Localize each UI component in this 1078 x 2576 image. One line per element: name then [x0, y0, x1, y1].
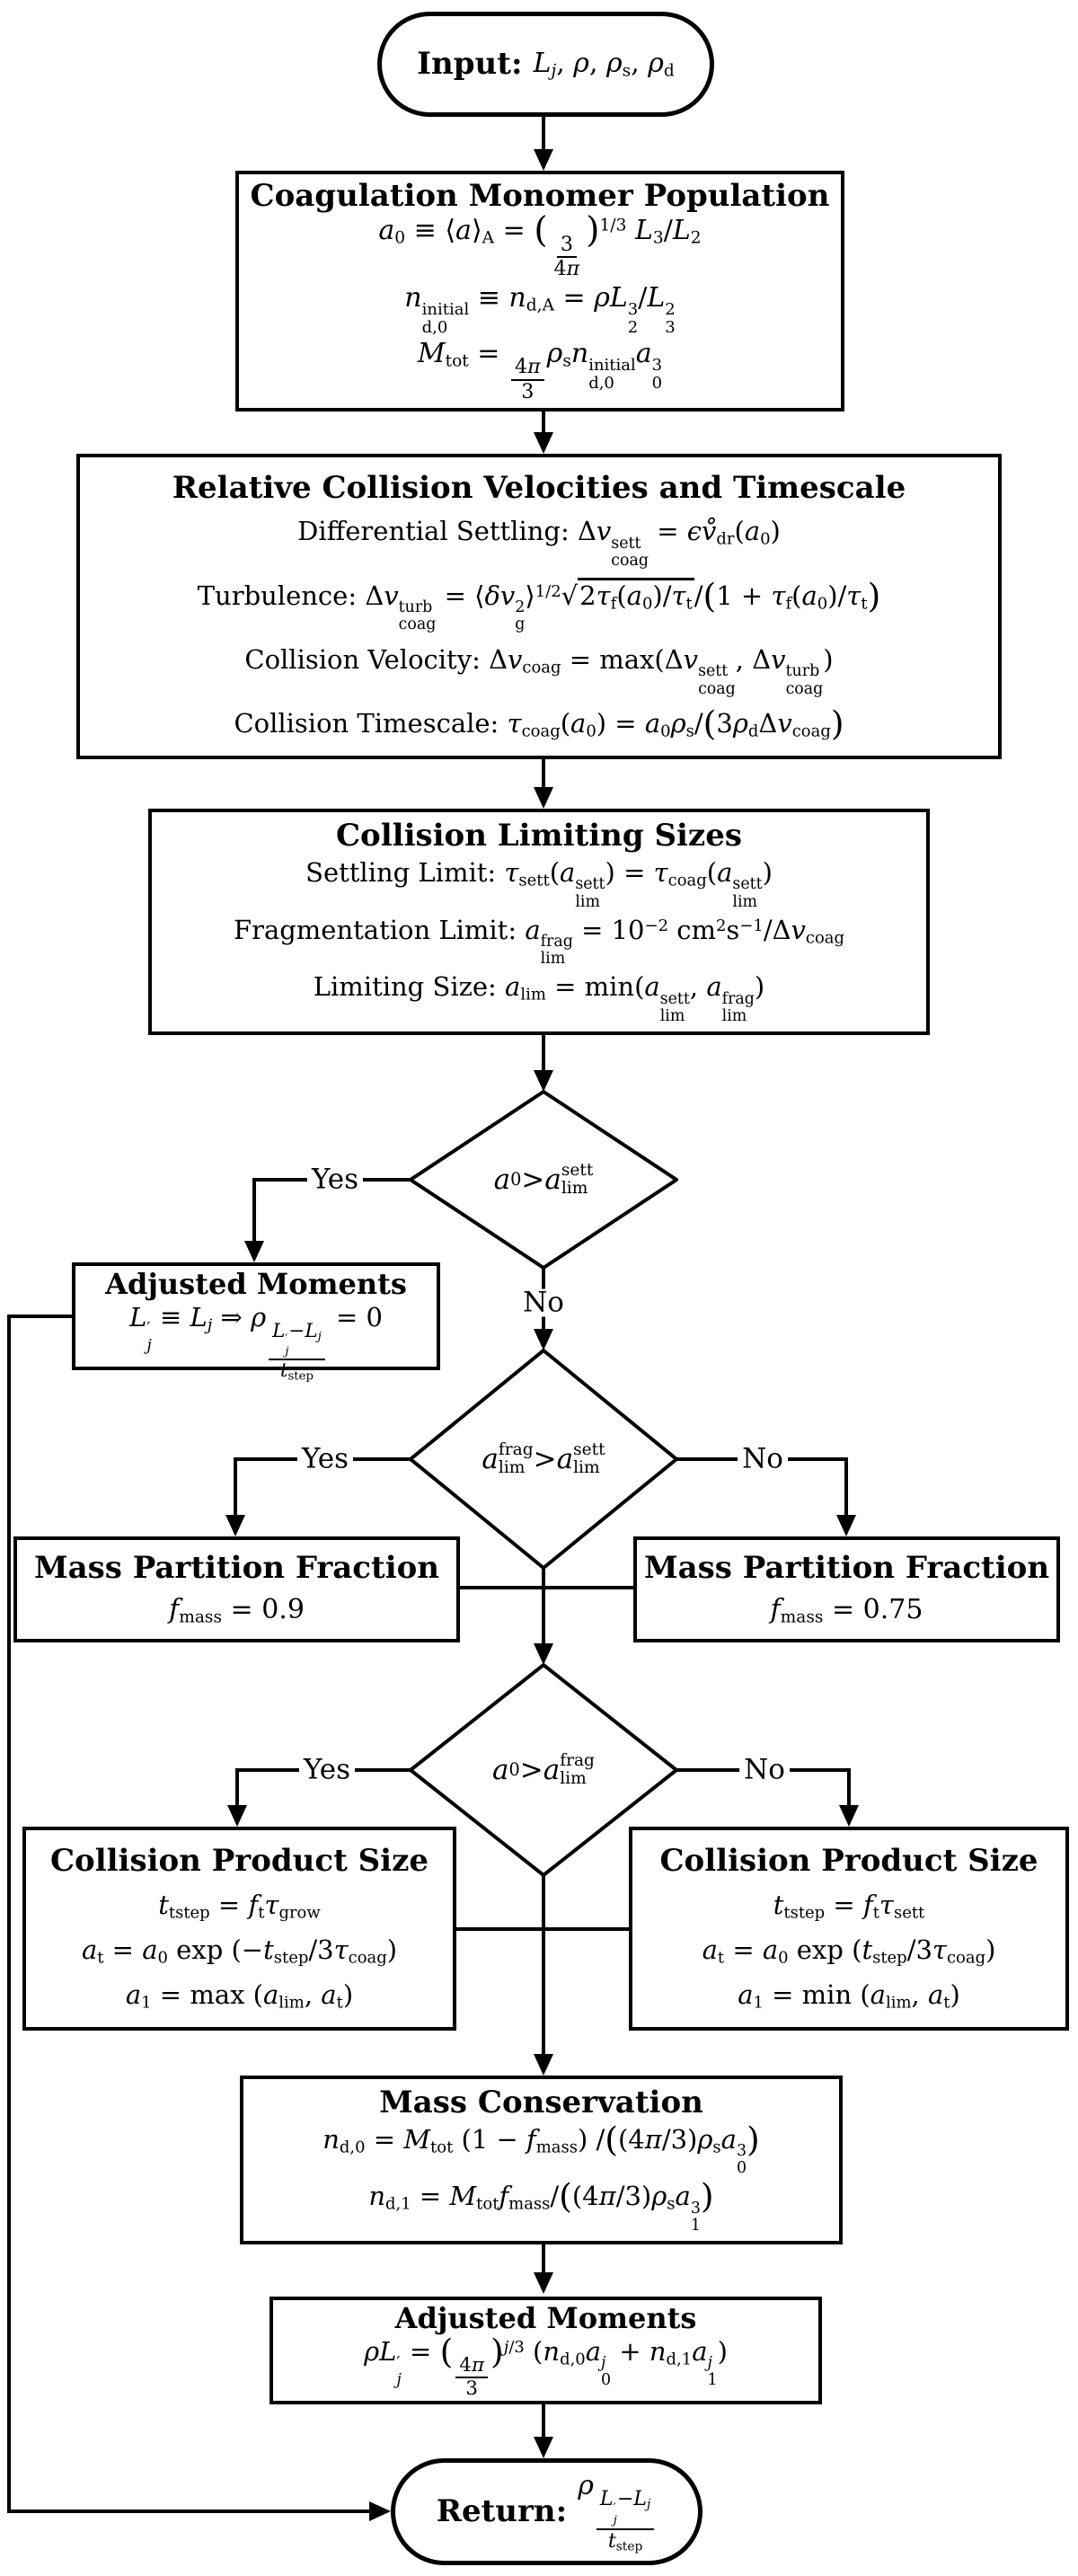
- node-title: Collision Product Size: [659, 1843, 1038, 1879]
- arrowhead-down-icon: [227, 1805, 247, 1827]
- edge-moments-to-return: [542, 2404, 545, 2440]
- node-title: Relative Collision Velocities and Timescale: [172, 469, 906, 506]
- edge-label-yes: Yes: [297, 1446, 353, 1474]
- edge-loop-to-return: [7, 2510, 369, 2513]
- arrowhead-down-icon: [534, 2272, 553, 2294]
- arrowhead-down-icon: [534, 432, 553, 454]
- arrowhead-down-icon: [244, 1241, 264, 1262]
- edge-decision3-yes-drop: [235, 1768, 239, 1809]
- node-title: Collision Limiting Sizes: [336, 818, 742, 854]
- node-coagulation-monomer-population: [235, 171, 844, 412]
- formula-line: $a_t = a_0$ $\exp (t_{step}/3\tau_{coag})$: [702, 1934, 996, 1968]
- formula-line: L ′ j ≡ $L_j$ ⇒ ρ L ′ j $-L_j$ $t_{step}$ = 0: [129, 1301, 383, 1384]
- formula-line: $M_{tot}$ = $\frac{4\pi}{3}$ $\rho_sn$ initial d,0 a 3 0: [417, 338, 663, 403]
- node-adjusted-moments-final: [270, 2297, 822, 2404]
- arrowhead-down-icon: [534, 2437, 553, 2458]
- formula-line: $t_{tstep} = f_t\tau_{sett}$: [773, 1890, 925, 1923]
- edge-label-no: No: [518, 1289, 569, 1317]
- edge-decision2-no-drop: [844, 1457, 848, 1518]
- node-title: Adjusted Moments: [394, 2301, 697, 2335]
- edge-merge-to-decision3: [542, 1568, 545, 1647]
- edge-conservation-to-moments: [542, 2244, 545, 2276]
- formula-line: Collision Timescale: $\tau_{coag}(a_0) = a_0\rho_s/(3\rho_d\Delta v_{coag})$: [234, 704, 844, 744]
- formula-line: Collision Velocity: $\Delta v_{coag} = \max(\Delta v$ sett coag , Δv turb coag ): [244, 644, 834, 698]
- edge-label-yes: Yes: [299, 1757, 355, 1784]
- arrowhead-down-icon: [534, 1643, 553, 1665]
- node-title: Collision Product Size: [49, 1843, 429, 1879]
- node-mass-conservation: [240, 2076, 843, 2244]
- return-keyword: Return:: [436, 2492, 568, 2529]
- formula-line: Fragmentation Limit: a frag lim = $10^{-2}$ $cm^2s^{-1}/\Delta v_{coag}$: [233, 914, 845, 969]
- edge-label-no: No: [739, 1757, 790, 1784]
- arrowhead-down-icon: [836, 1515, 856, 1536]
- node-title: Mass Conservation: [379, 2084, 703, 2120]
- formula-line: $a_0$ ≡ $⟨a⟩_A$ = ( $\frac{3}{4\pi}$ )$^{1/3}$ $L_3/L_2$: [378, 210, 702, 281]
- node-input-terminal: [377, 12, 714, 117]
- edge-label-no: No: [738, 1446, 788, 1474]
- edge-decision2-yes-drop: [234, 1457, 237, 1518]
- edge-loop-down: [7, 1315, 11, 2513]
- edge-label-yes: Yes: [307, 1166, 363, 1194]
- formula-line: $a_1 = \max (a_{lim}$, $a_t$): [125, 1979, 354, 2013]
- return-expression: ρ L ′ j $-L_j$ $t_{step}$: [578, 2469, 657, 2554]
- formula-line: n initial d,0 ≡ $n_{d,A} = \rho L$ 3 2 /L 2 3: [404, 282, 676, 337]
- node-return-terminal: [391, 2458, 702, 2565]
- node-adjusted-moments-loop: [72, 1262, 440, 1384]
- arrowhead-right-icon: [369, 2501, 391, 2521]
- formula-line: Differential Settling: Δv sett coag = $\epsilon v̊_{dr}(a_0)$: [297, 516, 781, 570]
- node-title: Coagulation Monomer Population: [250, 177, 830, 214]
- edge-merge-to-conservation: [542, 1875, 545, 2056]
- formula-line: $f_{mass} = 0.75$: [770, 1594, 923, 1627]
- decision-condition: a 0 > a sett lim: [493, 1160, 594, 1198]
- input-keyword: Input:: [417, 45, 523, 82]
- arrowhead-down-icon: [534, 1070, 553, 1092]
- formula-line: Limiting Size: $a_{lim} = \min(a$ sett lim , a frag lim ): [313, 971, 765, 1025]
- arrowhead-down-icon: [225, 1515, 245, 1536]
- node-title: Mass Partition Fraction: [643, 1550, 1050, 1586]
- input-args: $L_j$, ρ, $\rho_s$, $\rho_d$: [533, 48, 675, 81]
- edge-decision1-yes-drop: [252, 1178, 256, 1244]
- edge-partition-merge: [460, 1586, 633, 1589]
- arrowhead-down-icon: [534, 1329, 553, 1350]
- arrowhead-down-icon: [839, 1805, 859, 1827]
- node-collision-product-size-yes: [22, 1827, 456, 2031]
- arrowhead-down-icon: [534, 787, 553, 809]
- node-title: Adjusted Moments: [105, 1267, 407, 1301]
- formula-line: $a_t = a_0$ $\exp (-t_{step}/3\tau_{coag})$: [81, 1934, 398, 1968]
- formula-line: $n_{d,0} = M_{tot}$ $(1 - f_{mass})$ $/((4\pi/3)\rho_sa$ 3 0 ): [323, 2119, 760, 2178]
- formula-line: $a_1 = \min (a_{lim}$, $a_t$): [738, 1979, 960, 2013]
- formula-line: Settling Limit: $\tau_{sett}(a$ sett lim ) = $\tau_{coag}(a$ sett lim ): [305, 857, 773, 911]
- node-mass-partition-fraction-no: [633, 1536, 1060, 1642]
- formula-line: $n_{d,1} = M_{tot}f_{mass}/((4\pi/3)\rho_sa$ 3 1 ): [368, 2176, 714, 2235]
- node-relative-collision-velocities: [76, 454, 1002, 759]
- formula-line: ρL ′ j = ( $\frac{4\pi}{3}$ )$^{j/3}$ ($n_{d,0}a$ j 0 + $n_{d,1}a$ j 1 ): [364, 2331, 728, 2401]
- node-decision-a0-gt-alim-sett: [409, 1090, 678, 1270]
- arrowhead-down-icon: [534, 149, 553, 171]
- edge-limits-to-decision1: [542, 1035, 545, 1074]
- arrowhead-down-icon: [534, 2054, 553, 2076]
- formula-line: $t_{tstep} = f_t\tau_{grow}$: [158, 1890, 321, 1923]
- edge-loop-out: [7, 1315, 72, 1318]
- node-collision-limiting-sizes: [148, 809, 930, 1035]
- formula-line: $f_{mass} = 0.9$: [169, 1594, 305, 1627]
- node-collision-product-size-no: [629, 1827, 1069, 2031]
- edge-decision3-no-drop: [847, 1768, 851, 1809]
- node-title: Mass Partition Fraction: [33, 1550, 440, 1586]
- formula-line: Turbulence: Δv turb coag = ⟨δv 2 g $⟩^{1/2}√2\tau_f(a_0)/\tau_t/(1 + \tau_f(a_0)/\tau_t)$: [197, 575, 881, 634]
- edge-input-to-monomer: [542, 117, 545, 153]
- decision-condition: a 0 > a frag lim: [492, 1750, 595, 1788]
- node-mass-partition-fraction-yes: [13, 1536, 460, 1642]
- edge-velocities-to-limits: [542, 759, 545, 791]
- decision-condition: a frag lim > a sett lim: [482, 1439, 605, 1477]
